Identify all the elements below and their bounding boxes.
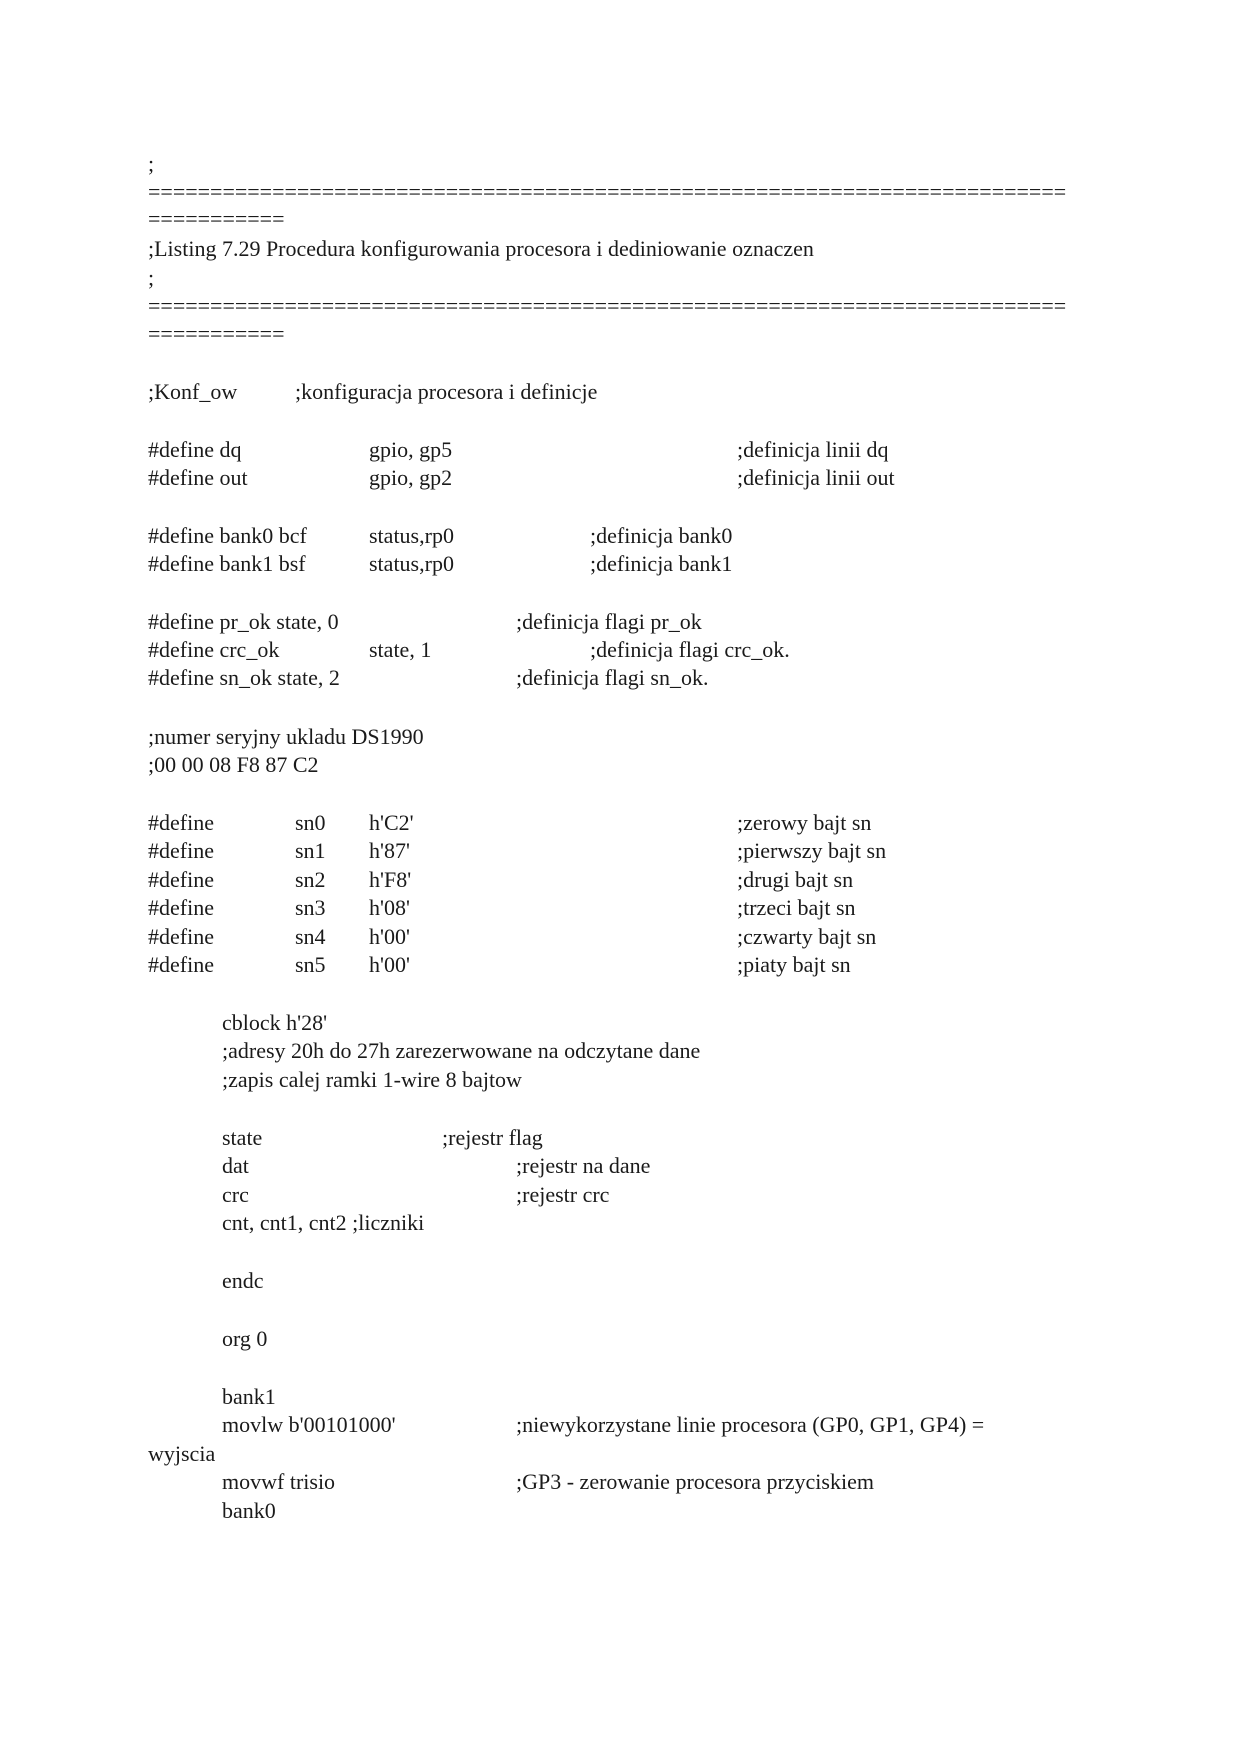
sn-define-comment: ;czwarty bajt sn [737, 924, 877, 949]
code-movlw: movlw b'00101000' [222, 1412, 396, 1437]
separator-rule: ========================================================================== [148, 179, 1067, 204]
sn-define-keyword: #define [148, 924, 214, 949]
define-dq-value: gpio, gp5 [369, 437, 453, 462]
sn-define-comment: ;pierwszy bajt sn [737, 838, 887, 863]
cblock-line: cblock h'28' [222, 1010, 328, 1035]
define-sn-ok-comment: ;definicja flagi sn_ok. [516, 665, 709, 690]
sn-define-keyword: #define [148, 952, 214, 977]
sn-define-value: h'00' [369, 924, 410, 949]
sn-define-comment: ;piaty bajt sn [737, 952, 851, 977]
semicolon-line: ; [148, 265, 155, 290]
sn-define-value: h'F8' [369, 867, 412, 892]
define-crc-ok: #define crc_ok [148, 637, 280, 662]
code-bank0: bank0 [222, 1498, 276, 1523]
define-crc-ok-value: state, 1 [369, 637, 432, 662]
sn-define-keyword: #define [148, 895, 214, 920]
sn-define-name: sn3 [295, 895, 326, 920]
define-pr-ok-comment: ;definicja flagi pr_ok [516, 609, 702, 634]
sn-define-keyword: #define [148, 838, 214, 863]
sn-define-name: sn4 [295, 924, 326, 949]
define-out: #define out [148, 465, 248, 490]
register-crc-comment: ;rejestr crc [516, 1182, 610, 1207]
konf-comment: ;konfiguracja procesora i definicje [295, 379, 598, 404]
konf-label: ;Konf_ow [148, 379, 238, 404]
separator-rule-wrap: =========== [148, 206, 285, 231]
define-out-comment: ;definicja linii out [737, 465, 895, 490]
sn-define-value: h'C2' [369, 810, 414, 835]
separator-rule: ========================================================================== [148, 293, 1067, 318]
sn-define-comment: ;zerowy bajt sn [737, 810, 872, 835]
listing-title: ;Listing 7.29 Procedura konfigurowania procesora i dediniowanie oznaczen [148, 236, 814, 261]
sn-define-name: sn1 [295, 838, 326, 863]
code-movlw-comment: ;niewykorzystane linie procesora (GP0, GP1, GP4) = [516, 1412, 985, 1437]
sn-define-value: h'87' [369, 838, 410, 863]
register-state-comment: ;rejestr flag [442, 1125, 543, 1150]
separator-rule-wrap: =========== [148, 321, 285, 346]
define-bank0-value: status,rp0 [369, 523, 454, 548]
code-movwf: movwf trisio [222, 1469, 336, 1494]
cblock-comment: ;zapis calej ramki 1-wire 8 bajtow [222, 1067, 522, 1092]
define-dq: #define dq [148, 437, 242, 462]
cblock-comment: ;adresy 20h do 27h zarezerwowane na odczytane dane [222, 1038, 701, 1063]
serial-comment: ;numer seryjny ukladu DS1990 [148, 724, 424, 749]
register-state: state [222, 1125, 263, 1150]
sn-define-keyword: #define [148, 867, 214, 892]
sn-define-value: h'08' [369, 895, 410, 920]
register-dat: dat [222, 1153, 249, 1178]
define-bank1: #define bank1 bsf [148, 551, 306, 576]
sn-define-keyword: #define [148, 810, 214, 835]
define-bank0-comment: ;definicja bank0 [590, 523, 733, 548]
define-sn-ok: #define sn_ok state, 2 [148, 665, 340, 690]
semicolon-line: ; [148, 151, 155, 176]
sn-define-name: sn0 [295, 810, 326, 835]
define-bank1-comment: ;definicja bank1 [590, 551, 733, 576]
sn-define-value: h'00' [369, 952, 410, 977]
define-dq-comment: ;definicja linii dq [737, 437, 889, 462]
define-pr-ok: #define pr_ok state, 0 [148, 609, 339, 634]
sn-define-comment: ;trzeci bajt sn [737, 895, 856, 920]
register-dat-comment: ;rejestr na dane [516, 1153, 651, 1178]
code-endc: endc [222, 1268, 264, 1293]
register-crc: crc [222, 1182, 249, 1207]
serial-value-comment: ;00 00 08 F8 87 C2 [148, 752, 319, 777]
code-org: org 0 [222, 1326, 268, 1351]
code-movlw-comment-wrap: wyjscia [148, 1441, 216, 1466]
define-bank1-value: status,rp0 [369, 551, 454, 576]
sn-define-comment: ;drugi bajt sn [737, 867, 854, 892]
sn-define-name: sn5 [295, 952, 326, 977]
code-movwf-comment: ;GP3 - zerowanie procesora przyciskiem [516, 1469, 874, 1494]
define-crc-ok-comment: ;definicja flagi crc_ok. [590, 637, 790, 662]
code-bank1: bank1 [222, 1384, 276, 1409]
register-counters: cnt, cnt1, cnt2 ;liczniki [222, 1210, 425, 1235]
define-bank0: #define bank0 bcf [148, 523, 307, 548]
define-out-value: gpio, gp2 [369, 465, 453, 490]
sn-define-name: sn2 [295, 867, 326, 892]
